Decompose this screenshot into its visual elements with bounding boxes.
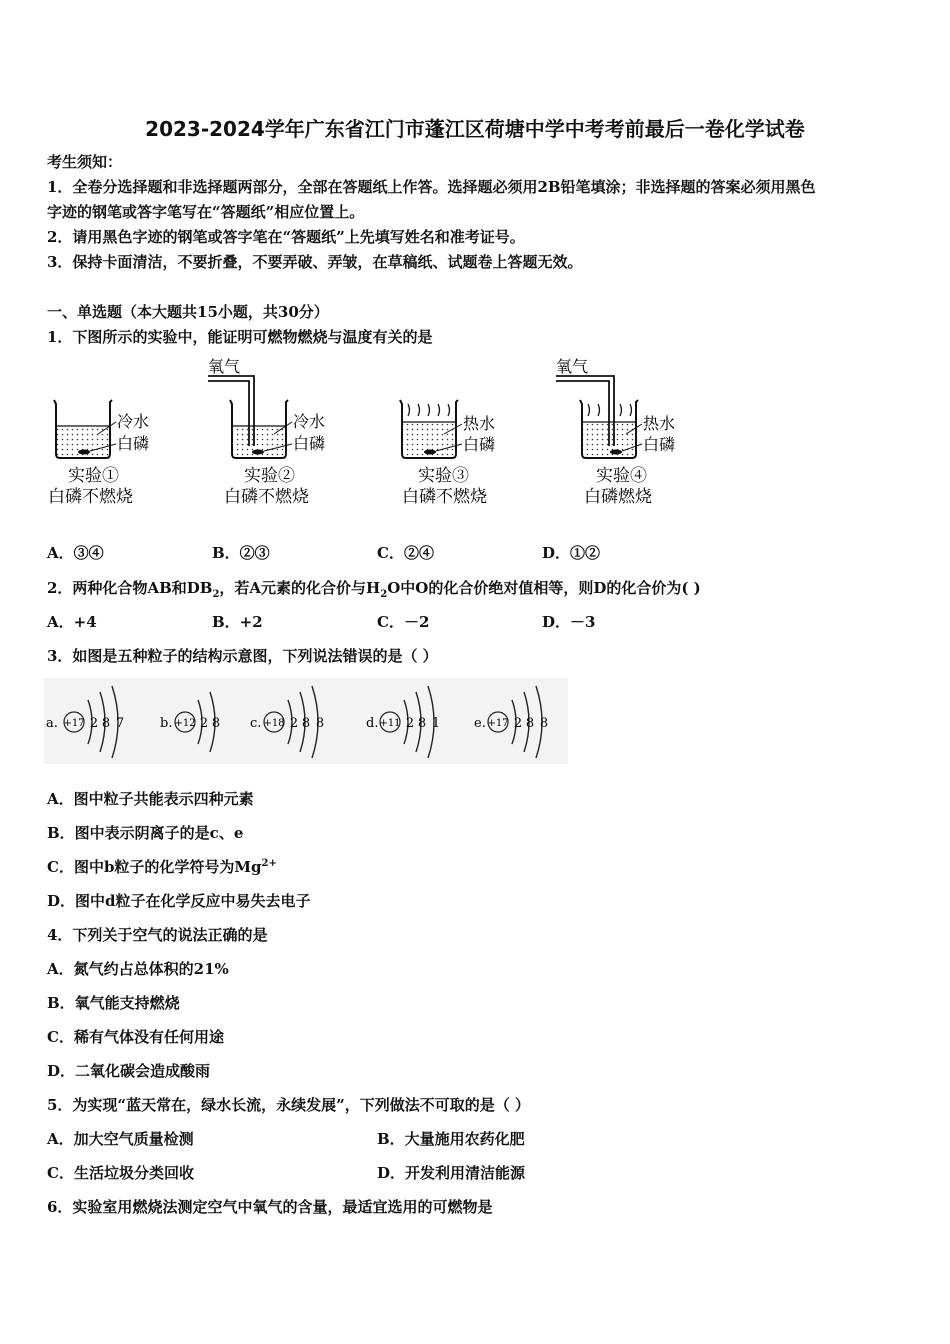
q4-option-d: D．二氧化碳会造成酸雨 [47, 1062, 211, 1080]
notice-item-1-cont: 字迹的钢笔或答字笔写在“答题纸”相应位置上。 [47, 203, 365, 221]
label-white-p-4: 白磷 [643, 435, 676, 454]
particle-d-shell-3: 1 [431, 716, 441, 731]
section-heading: 一、单选题（本大题共15小题，共30分） [47, 303, 329, 321]
question-5-stem: 5．为实现“蓝天常在，绿水长流，永续发展”，下列做法不可取的是（ ） [47, 1096, 530, 1114]
q1-option-a: A．③④ [47, 544, 104, 562]
label-cold-water-2: 冷水 [293, 412, 326, 431]
label-oxygen-2: 氧气 [208, 357, 241, 376]
q3-option-b: B．图中表示阴离子的是c、e [47, 824, 244, 842]
q5-option-b: B．大量施用农药化肥 [377, 1130, 525, 1148]
q4-option-c: C．稀有气体没有任何用途 [47, 1028, 224, 1046]
q1-option-b: B．②③ [212, 544, 270, 562]
beaker-3 [400, 400, 495, 507]
particle-b-shell-1: 2 [199, 716, 209, 731]
q2-stem-part-3: O中O的化合价绝对值相等，则D的化合价为( ) [387, 579, 701, 597]
particle-b-label: b. [160, 716, 173, 731]
beaker-1 [48, 400, 149, 507]
question-2-stem [47, 578, 701, 598]
page-title: 2023-2024学年广东省江门市蓬江区荷塘中学中考考前最后一卷化学试卷 [145, 117, 805, 141]
q1-option-d: D．①② [542, 544, 601, 562]
particle-c-shell-3: 8 [315, 716, 325, 731]
particle-d-shell-1: 2 [405, 716, 415, 731]
label-exp-4: 实验④ [596, 466, 647, 486]
beaker-4 [556, 357, 675, 507]
q2-subscript-2: 2 [380, 589, 388, 600]
notice-item-2: 2．请用黑色字迹的钢笔或答字笔在“答题纸”上先填写姓名和准考证号。 [47, 228, 525, 246]
label-exp-3: 实验③ [418, 466, 469, 486]
combustion-experiment-figure [40, 352, 710, 514]
particle-c-label: c. [250, 716, 262, 731]
particle-e-label: e. [474, 716, 486, 731]
q2-subscript-1: 2 [212, 589, 220, 600]
question-6-stem: 6．实验室用燃烧法测定空气中氧气的含量，最适宜选用的可燃物是 [47, 1198, 493, 1216]
particle-e-shell-3: 8 [539, 716, 549, 731]
particle-a-shell-1: 2 [89, 716, 99, 731]
q2-option-d: D．－3 [542, 613, 596, 631]
particle-a-shell-2: 8 [101, 716, 111, 731]
question-3-stem: 3．如图是五种粒子的结构示意图，下列说法错误的是（ ） [47, 647, 438, 665]
q1-option-c: C．②④ [377, 544, 434, 562]
particle-c-shell-1: 2 [289, 716, 299, 731]
label-exp-2: 实验② [244, 466, 295, 486]
particle-a-nucleus: +17 [63, 718, 85, 729]
q2-option-b: B．+2 [212, 613, 263, 631]
particle-d-shell-2: 8 [417, 716, 427, 731]
particle-c-nucleus: +18 [263, 718, 285, 729]
label-result-3: 白磷不燃烧 [402, 487, 487, 507]
q3-option-c-text: C．图中b粒子的化学符号为Mg [47, 858, 262, 876]
label-hot-water-4: 热水 [643, 414, 676, 433]
label-exp-1: 实验① [68, 466, 119, 486]
label-result-2: 白磷不燃烧 [224, 487, 309, 507]
q5-option-d: D．开发利用清洁能源 [377, 1164, 526, 1182]
q4-option-b: B．氧气能支持燃烧 [47, 994, 180, 1012]
q4-option-a: A．氮气约占总体积的21% [47, 960, 229, 978]
particle-b-shell-2: 8 [211, 716, 221, 731]
q3-option-d: D．图中d粒子在化学反应中易失去电子 [47, 892, 311, 910]
q2-option-a: A．+4 [47, 613, 97, 631]
label-white-p-3: 白磷 [463, 435, 496, 454]
q2-stem-part-2: ，若A元素的化合价与H [219, 579, 381, 597]
label-result-4: 白磷燃烧 [584, 487, 652, 507]
q3-option-c [47, 857, 277, 877]
q3-option-a: A．图中粒子共能表示四种元素 [47, 790, 254, 808]
q3-option-c-superscript: 2+ [261, 858, 277, 869]
label-result-1: 白磷不燃烧 [48, 487, 133, 507]
q2-option-c: C．－2 [377, 613, 430, 631]
notice-item-1: 1．全卷分选择题和非选择题两部分，全部在答题纸上作答。选择题必须用2B铅笔填涂；非选择题的答案必须用黑色 [47, 178, 816, 196]
particle-a-shell-3: 7 [115, 716, 125, 731]
particle-d-label: d. [366, 716, 379, 731]
atomic-structure-figure [44, 678, 568, 764]
particle-e-shell-1: 2 [513, 716, 523, 731]
particle-b-nucleus: +12 [174, 718, 196, 729]
label-oxygen-4: 氧气 [556, 357, 589, 376]
question-4-stem: 4．下列关于空气的说法正确的是 [47, 926, 268, 944]
q5-option-c: C．生活垃圾分类回收 [47, 1164, 194, 1182]
notice-item-3: 3．保持卡面清洁，不要折叠，不要弄破、弄皱，在草稿纸、试题卷上答题无效。 [47, 253, 583, 271]
q5-option-a: A．加大空气质量检测 [47, 1130, 194, 1148]
notice-heading: 考生须知： [47, 153, 123, 171]
label-cold-water-1: 冷水 [117, 412, 150, 431]
particle-a-label: a. [46, 716, 58, 731]
q2-stem-part-1: 2．两种化合物AB和DB [47, 579, 213, 597]
particle-e-nucleus: +17 [487, 718, 509, 729]
label-hot-water-3: 热水 [463, 414, 496, 433]
particle-d-nucleus: +11 [379, 718, 401, 729]
particle-e-shell-2: 8 [525, 716, 535, 731]
question-1-stem: 1．下图所示的实验中，能证明可燃物燃烧与温度有关的是 [47, 328, 433, 346]
label-white-p-1: 白磷 [117, 434, 150, 453]
particle-c-shell-2: 8 [301, 716, 311, 731]
label-white-p-2: 白磷 [293, 434, 326, 453]
beaker-2 [208, 357, 325, 507]
